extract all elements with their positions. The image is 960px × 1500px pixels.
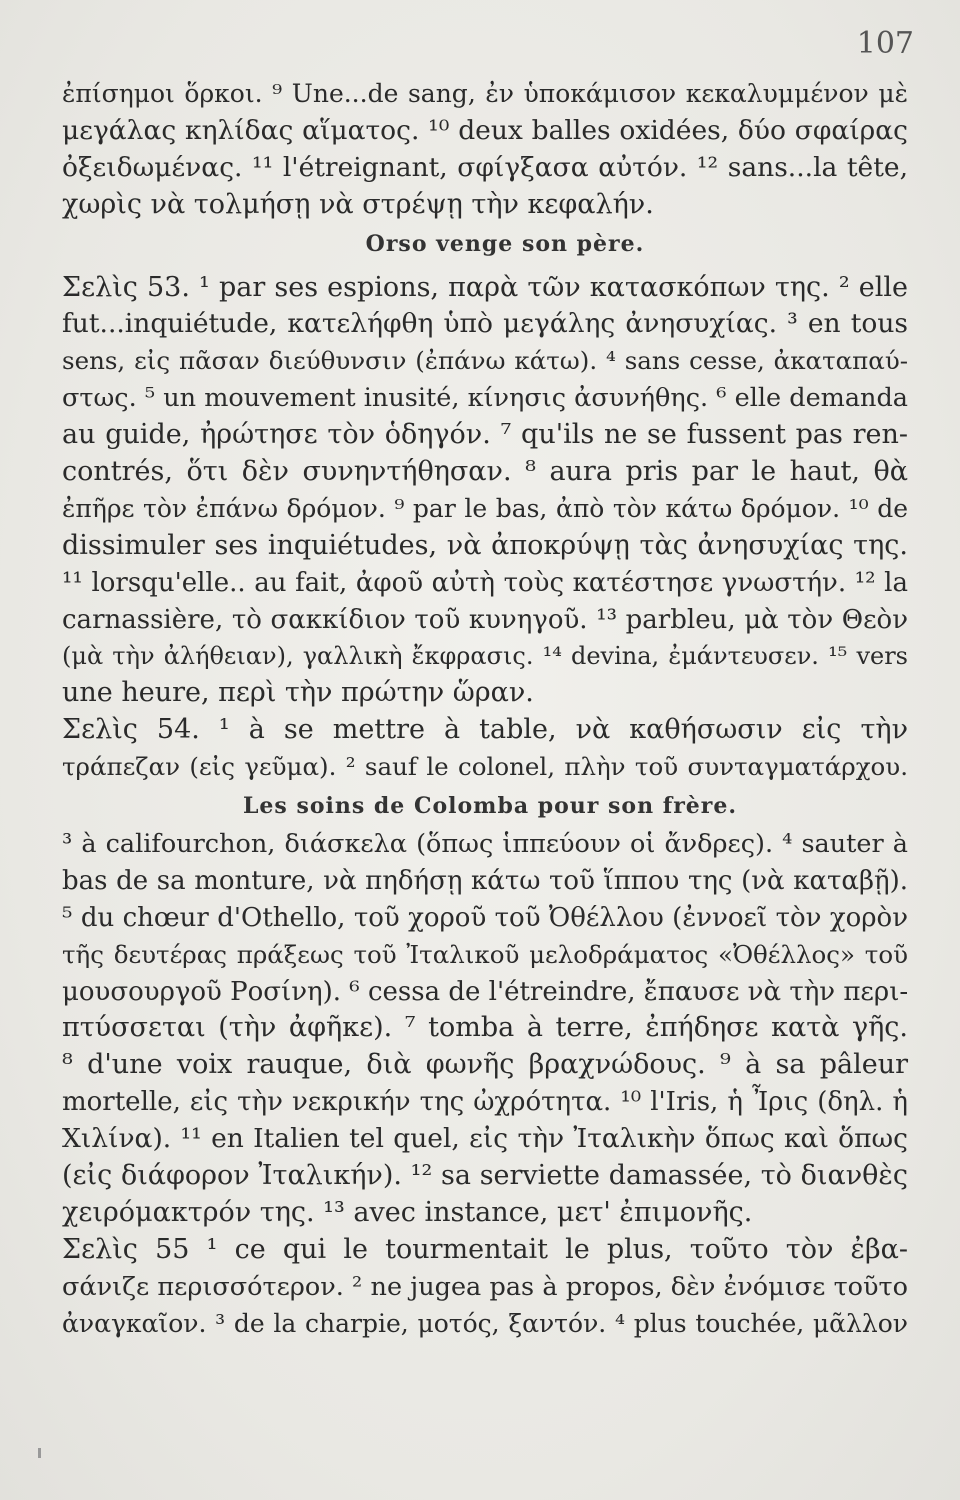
text-line: Σελὶς 55 ¹ ce qui le tourmentait le plus, τοῦτο τὸν ἐβα- [62,1233,908,1265]
text-line: χειρόμακτρόν της. ¹³ avec instance, μετ' ἐπιμονῆς. [62,1196,753,1228]
text-block [62,76,908,1343]
section-heading-orso: Orso venge son père. [365,230,645,257]
text-line: ⁵ du chœur d'Othello, τοῦ χοροῦ τοῦ Ὀθέλλου (ἐννοεῖ τὸν χορὸν [62,902,908,933]
text-line: ὀξειδωμένας. ¹¹ l'étreignant, σφίγξασα αὐτόν. ¹² sans...la tête, [62,151,908,183]
text-line: (μὰ τὴν ἀλήθειαν), γαλλικὴ ἔκφρασις. ¹⁴ devina, ἐμάντευσεν. ¹⁵ vers [62,642,908,671]
text-line: ἐπῆρε τὸν ἐπάνω δρόμον. ⁹ par le bas, ἀπὸ τὸν κάτω δρόμον. ¹⁰ de [62,493,908,523]
text-line: μουσουργοῦ Ροσίνη). ⁶ cessa de l'étreindre, ἔπαυσε νὰ τὴν περι- [62,976,909,1007]
text-line: ἐπίσημοι ὅρκοι. ⁹ Une...de sang, ἐν ὑποκάμισον κεκαλυμμένον μὲ [62,79,908,108]
text-line: mortelle, εἰς τὴν νεκρικήν της ὠχρότητα. ¹⁰ l'Iris, ἡ Ἶρις (δηλ. ἡ [62,1087,908,1118]
text-line: une heure, περὶ τὴν πρώτην ὥραν. [62,677,534,709]
text-line: sens, εἰς πᾶσαν διεύθυνσιν (ἐπάνω κάτω). ⁴ sans cesse, ἀκαταπαύ- [62,346,908,376]
text-line: au guide, ἠρώτησε τὸν ὁδηγόν. ⁷ qu'ils ne se fussent pas ren- [62,419,908,451]
text-line: ἀναγκαῖον. ³ de la charpie, μοτός, ξαντόν. ⁴ plus touchée, μᾶλλον [62,1308,908,1338]
page-number: 107 [856,26,914,61]
text-line: dissimuler ses inquiétudes, νὰ ἀποκρύψῃ τὰς ἀνησυχίας της. [62,529,908,561]
text-line: ¹¹ lorsqu'elle.. au fait, ἀφοῦ αὐτὴ τοὺς κατέστησε γνωστήν. ¹² la [62,567,908,598]
text-line: τῆς δευτέρας πράξεως τοῦ Ἰταλικοῦ μελοδράματος «Ὀθέλλος» τοῦ [62,939,908,969]
text-line: Σελὶς 53. ¹ par ses espions, παρὰ τῶν κατασκόπων της. ² elle [62,271,908,303]
section-heading-soins: Les soins de Colomba pour son frère. [242,793,738,820]
text-line: bas de sa monture, νὰ πηδήσῃ κάτω τοῦ ἵππου της (νὰ καταβῇ). [62,865,908,896]
text-line: (εἰς διάφορον Ἰταλικήν). ¹² sa serviette damassée, τὸ διανθὲς [62,1160,908,1192]
text-line: ⁸ d'une voix rauque, διὰ φωνῆς βραχνώδους. ⁹ à sa pâleur [62,1049,908,1081]
text-line: carnassière, τὸ σακκίδιον τοῦ κυνηγοῦ. ¹³ parbleu, μὰ τὸν Θεὸν [62,604,908,635]
text-line: μεγάλας κηλίδας αἵματος. ¹⁰ deux balles oxidées, δύο σφαίρας [62,114,908,146]
text-line: σάνιζε περισσότερον. ² ne jugea pas à propos, δὲν ἐνόμισε τοῦτο [62,1271,908,1302]
text-line: Χιλίνα). ¹¹ en Italien tel quel, εἰς τὴν Ἰταλικὴν ὅπως καὶ ὅπως [62,1123,908,1155]
text-line: τράπεζαν (εἰς γεῦμα). ² sauf le colonel, πλὴν τοῦ συνταγματάρχου. [62,752,908,782]
text-line: στως. ⁵ un mouvement inusité, κίνησις ἀσυνήθης. ⁶ elle demanda [62,383,908,414]
text-line: fut...inquiétude, κατελήφθη ὑπὸ μεγάλης ἀνησυχίας. ³ en tous [62,308,908,340]
text-line: χωρὶς νὰ τολμήσῃ νὰ στρέψῃ τὴν κεφαλήν. [62,188,654,220]
text-line: ³ à califourchon, διάσκελα (ὅπως ἱππεύουν οἱ ἄνδρες). ⁴ sauter à [62,829,908,860]
text-line: Σελὶς 54. ¹ à se mettre à table, νὰ καθήσωσιν εἰς τὴν [62,714,908,746]
text-line: contrés, ὅτι δὲν συνηντήθησαν. ⁸ aura pris par le haut, θὰ [62,456,908,488]
margin-mark [38,1448,41,1458]
text-line: πτύσσεται (τὴν ἀφῆκε). ⁷ tomba à terre, ἐπήδησε κατὰ γῆς. [62,1012,908,1044]
